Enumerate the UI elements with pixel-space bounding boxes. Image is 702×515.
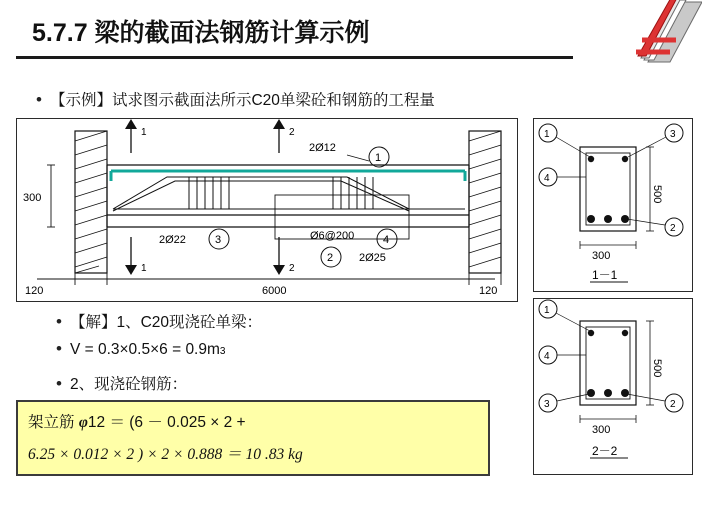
bullet-dot-icon: • [36,90,42,109]
formula-line-1-text: 12 ＝ (6 － 0.025 × 2 + [87,414,246,431]
main-elevation-drawing [17,119,515,299]
label-rebar-bottom-left: 2Ø22 [159,234,186,246]
bullet-dot-icon: • [56,339,62,358]
formula-label: 架立筋 [28,414,75,431]
main-elevation-figure [16,118,518,302]
s22-dim-width: 300 [592,424,611,436]
bullet-dot-icon: • [56,374,62,393]
callout-4: 4 [383,234,390,246]
section-2-2-figure [533,298,693,475]
s22-callout-3: 3 [544,399,550,410]
bullet-solution-3 [56,372,187,394]
label-stirrup: Ø6@200 [310,230,355,242]
bullet-solution-2-text: V = 0.3×0.5×6 = 0.9m [69,341,220,358]
formula-line-2: 6.25 × 0.012 × 2 ) × 2 × 0.888 ＝ 10 .83 kg [28,446,303,463]
s22-caption: 2－2 [592,444,618,458]
callout-3: 3 [215,234,222,246]
s22-dim-height: 500 [651,359,663,378]
book-decoration-icon [586,0,702,68]
s22-callout-1: 1 [544,305,550,316]
phi-symbol: φ [78,414,88,431]
dim-height-300: 300 [23,192,42,204]
section-1-1-drawing [534,119,690,289]
bullet-solution-2-exponent: 3 [219,346,226,357]
callout-1: 1 [375,152,382,164]
s22-callout-4: 4 [544,351,550,362]
s11-dim-width: 300 [592,250,611,262]
dim-right-wall-120: 120 [479,285,498,297]
section-2-2-drawing [534,299,690,472]
mark-top-right: 2 [289,127,295,138]
s11-callout-1: 1 [544,129,550,140]
s22-callout-2: 2 [670,399,676,410]
bullet-solution-1-text: 【解】1、C20现浇砼单梁： [69,314,263,331]
formula-highlight-box [16,400,490,476]
s11-dim-height: 500 [651,185,663,204]
mark-top-left: 1 [141,127,147,138]
s11-caption: 1－1 [592,268,618,282]
label-rebar-bottom-right: 2Ø25 [359,252,386,264]
label-rebar-top: 2Ø12 [309,142,336,154]
mark-bottom-left: 1 [141,263,147,274]
bullet-example-text: 【示例】试求图示截面法所示C20单梁砼和钢筋的工程量 [49,92,435,109]
formula-line-1 [28,410,246,432]
bullet-dot-icon: • [56,312,62,331]
title-underline [16,56,573,59]
dim-left-wall-120: 120 [25,285,44,297]
dim-span-6000: 6000 [262,285,287,297]
bullet-solution-2 [56,340,225,359]
callout-2: 2 [327,252,334,264]
bullet-example [36,88,435,110]
bullet-solution-3-text: 2、现浇砼钢筋： [69,376,188,393]
section-1-1-figure [533,118,693,292]
mark-bottom-right: 2 [289,263,295,274]
page-title-container [14,8,574,60]
bullet-solution-1 [56,310,262,332]
s11-callout-3: 3 [670,129,676,140]
s11-callout-2: 2 [670,223,676,234]
s11-callout-4: 4 [544,173,550,184]
page-title: 5.7.7 梁的截面法钢筋计算示例 [32,19,370,47]
